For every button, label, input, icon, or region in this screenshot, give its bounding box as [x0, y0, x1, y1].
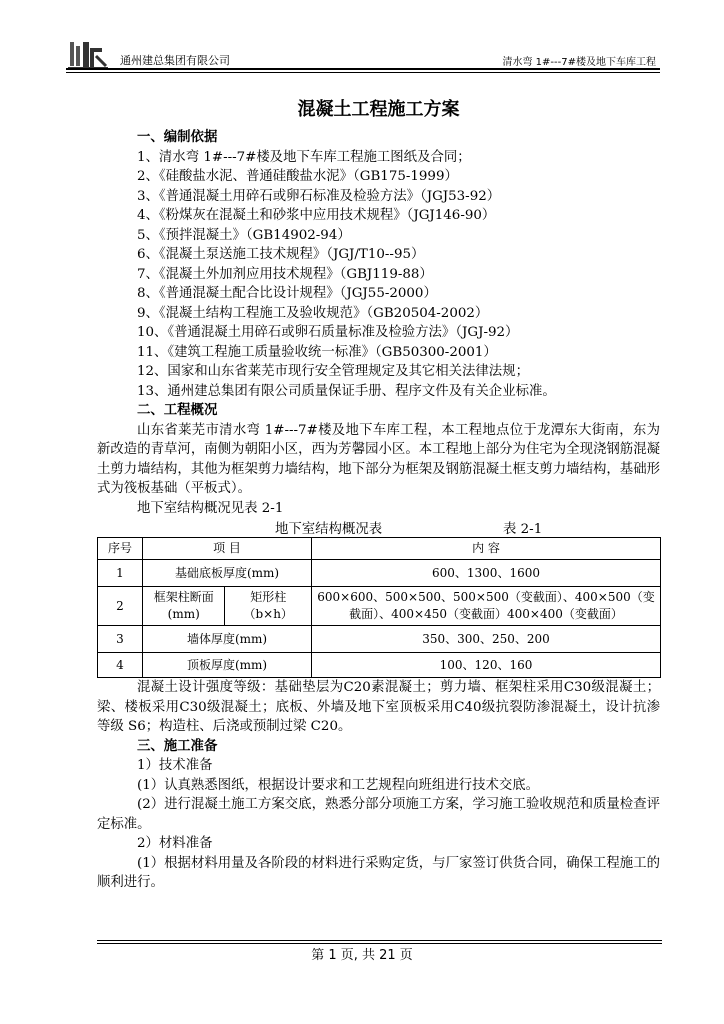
table-header-row [98, 538, 661, 560]
section-heading: 一、编制依据 [137, 130, 218, 145]
basis-item: 9、《混凝土结构工程施工及验收规范》（GB20504-2002） [137, 305, 489, 321]
table-reference: 地下室结构概况见表 2-1 [137, 500, 284, 516]
document-body [97, 98, 660, 893]
structure-table [97, 537, 661, 678]
company-name: 通州建总集团有限公司 [120, 54, 230, 67]
prep-paragraph: (1）认真熟悉图纸，根据设计要求和工艺规程向班组进行技术交底。 [137, 777, 540, 793]
page-title: 混凝土工程施工方案 [297, 99, 460, 120]
table-cell: 600、1300、1600 [312, 560, 661, 587]
header-cell: 内 容 [312, 538, 661, 560]
table-cell: 墙体厚度(mm) [143, 626, 312, 653]
table-caption [97, 518, 660, 537]
table-cell: 1 [98, 560, 143, 587]
footer-rule [97, 940, 662, 941]
table-cell: 顶板厚度(mm) [143, 653, 312, 678]
subsection-heading: 2）材料准备 [137, 836, 213, 851]
basis-item: 12、国家和山东省莱芜市现行安全管理规定及其它相关法律法规； [137, 364, 529, 379]
table-cell: 100、120、160 [312, 653, 661, 678]
table-cell: 矩形柱（b×h） [225, 587, 312, 626]
subsection-heading: 1）技术准备 [137, 758, 213, 773]
page-number: 第 1 页, 共 21 页 [311, 948, 413, 963]
basis-item: 1、清水弯 1#---7#楼及地下车库工程施工图纸及合同； [137, 149, 471, 165]
table-cell: 4 [98, 653, 143, 678]
header-cell: 序号 [98, 538, 143, 560]
table-cell: 基础底板厚度(mm) [143, 560, 312, 587]
basis-item: 4、《粉煤灰在混凝土和砂浆中应用技术规程》（JGJ146-90） [137, 208, 496, 223]
basis-item: 13、通州建总集团有限公司质量保证手册、程序文件及有关企业标准。 [137, 383, 556, 399]
table-row [98, 653, 661, 678]
table-row [98, 587, 661, 626]
basis-item: 3、《普通混凝土用碎石或卵石标准及检验方法》（JGJ53-92） [137, 188, 501, 204]
section-heading: 二、工程概况 [137, 403, 218, 418]
basis-item: 11、《建筑工程施工质量验收统一标准》（GB50300-2001） [137, 344, 497, 360]
page-header [66, 40, 666, 70]
table-number: 表 2-1 [503, 522, 543, 537]
basis-item: 5、《预拌混凝土》（GB14902-94） [137, 227, 351, 243]
strength-paragraph: 混凝土设计强度等级：基础垫层为C20素混凝土；剪力墙、框架柱采用C30级混凝土；梁、楼板采用C30级混凝土；底板、外墙及地下室顶板采用C40级抗裂防渗混凝土，设计抗渗等级 S6；构造柱、后浇或预制过梁 C20。 [97, 680, 660, 734]
header-rule [66, 68, 660, 70]
basis-item: 8、《普通混凝土配合比设计规程》（JGJ55-2000） [137, 286, 437, 301]
project-name: 清水弯 1#---7#楼及地下车库工程 [502, 57, 656, 68]
table-row [98, 560, 661, 587]
overview-paragraph: 山东省莱芜市清水弯 1#---7#楼及地下车库工程，本工程地点位于龙潭东大街南，东为新改造的青草河，南侧为朝阳小区，西为芳馨园小区。本工程地上部分为住宅为全现浇钢筋混凝土剪力墙结构，其他为框架剪力墙结构，地下部分为框架及钢筋混凝土框支剪力墙结构，基础形式为筏板基础（平板式）。 [97, 422, 660, 496]
header-cell: 项 目 [143, 538, 312, 560]
table-title: 地下室结构概况表 [275, 522, 383, 537]
table-row [98, 626, 661, 653]
prep-paragraph: (2）进行混凝土施工方案交底，熟悉分部分项施工方案，学习施工验收规范和质量检查评定标准。 [97, 797, 660, 832]
table-cell: 2 [98, 587, 143, 626]
basis-item: 7、《混凝土外加剂应用技术规程》（GBJ119-88） [137, 266, 433, 282]
header-rule-thin [66, 72, 660, 73]
table-cell: 600×600、500×500、500×500（变截面）、400×500（变截面）、400×450（变截面）400×400（变截面） [312, 587, 661, 626]
prep-paragraph: (1）根据材料用量及各阶段的材料进行采购定货，与厂家签订供货合同，确保工程施工的顺利进行。 [97, 855, 660, 890]
table-cell: 3 [98, 626, 143, 653]
table-cell: 350、300、250、200 [312, 626, 661, 653]
basis-item: 10、《普通混凝土用碎石或卵石质量标准及检验方法》（JGJ-92） [137, 325, 519, 340]
basis-item: 2、《硅酸盐水泥、普通硅酸盐水泥》（GB175-1999） [137, 169, 458, 184]
company-logo-icon [66, 40, 116, 70]
section-heading: 三、施工准备 [137, 738, 218, 754]
table-cell: 框架柱断面 (mm) [143, 587, 225, 626]
basis-item: 6、《混凝土泵送施工技术规程》（JGJ/T10--95） [137, 247, 425, 262]
